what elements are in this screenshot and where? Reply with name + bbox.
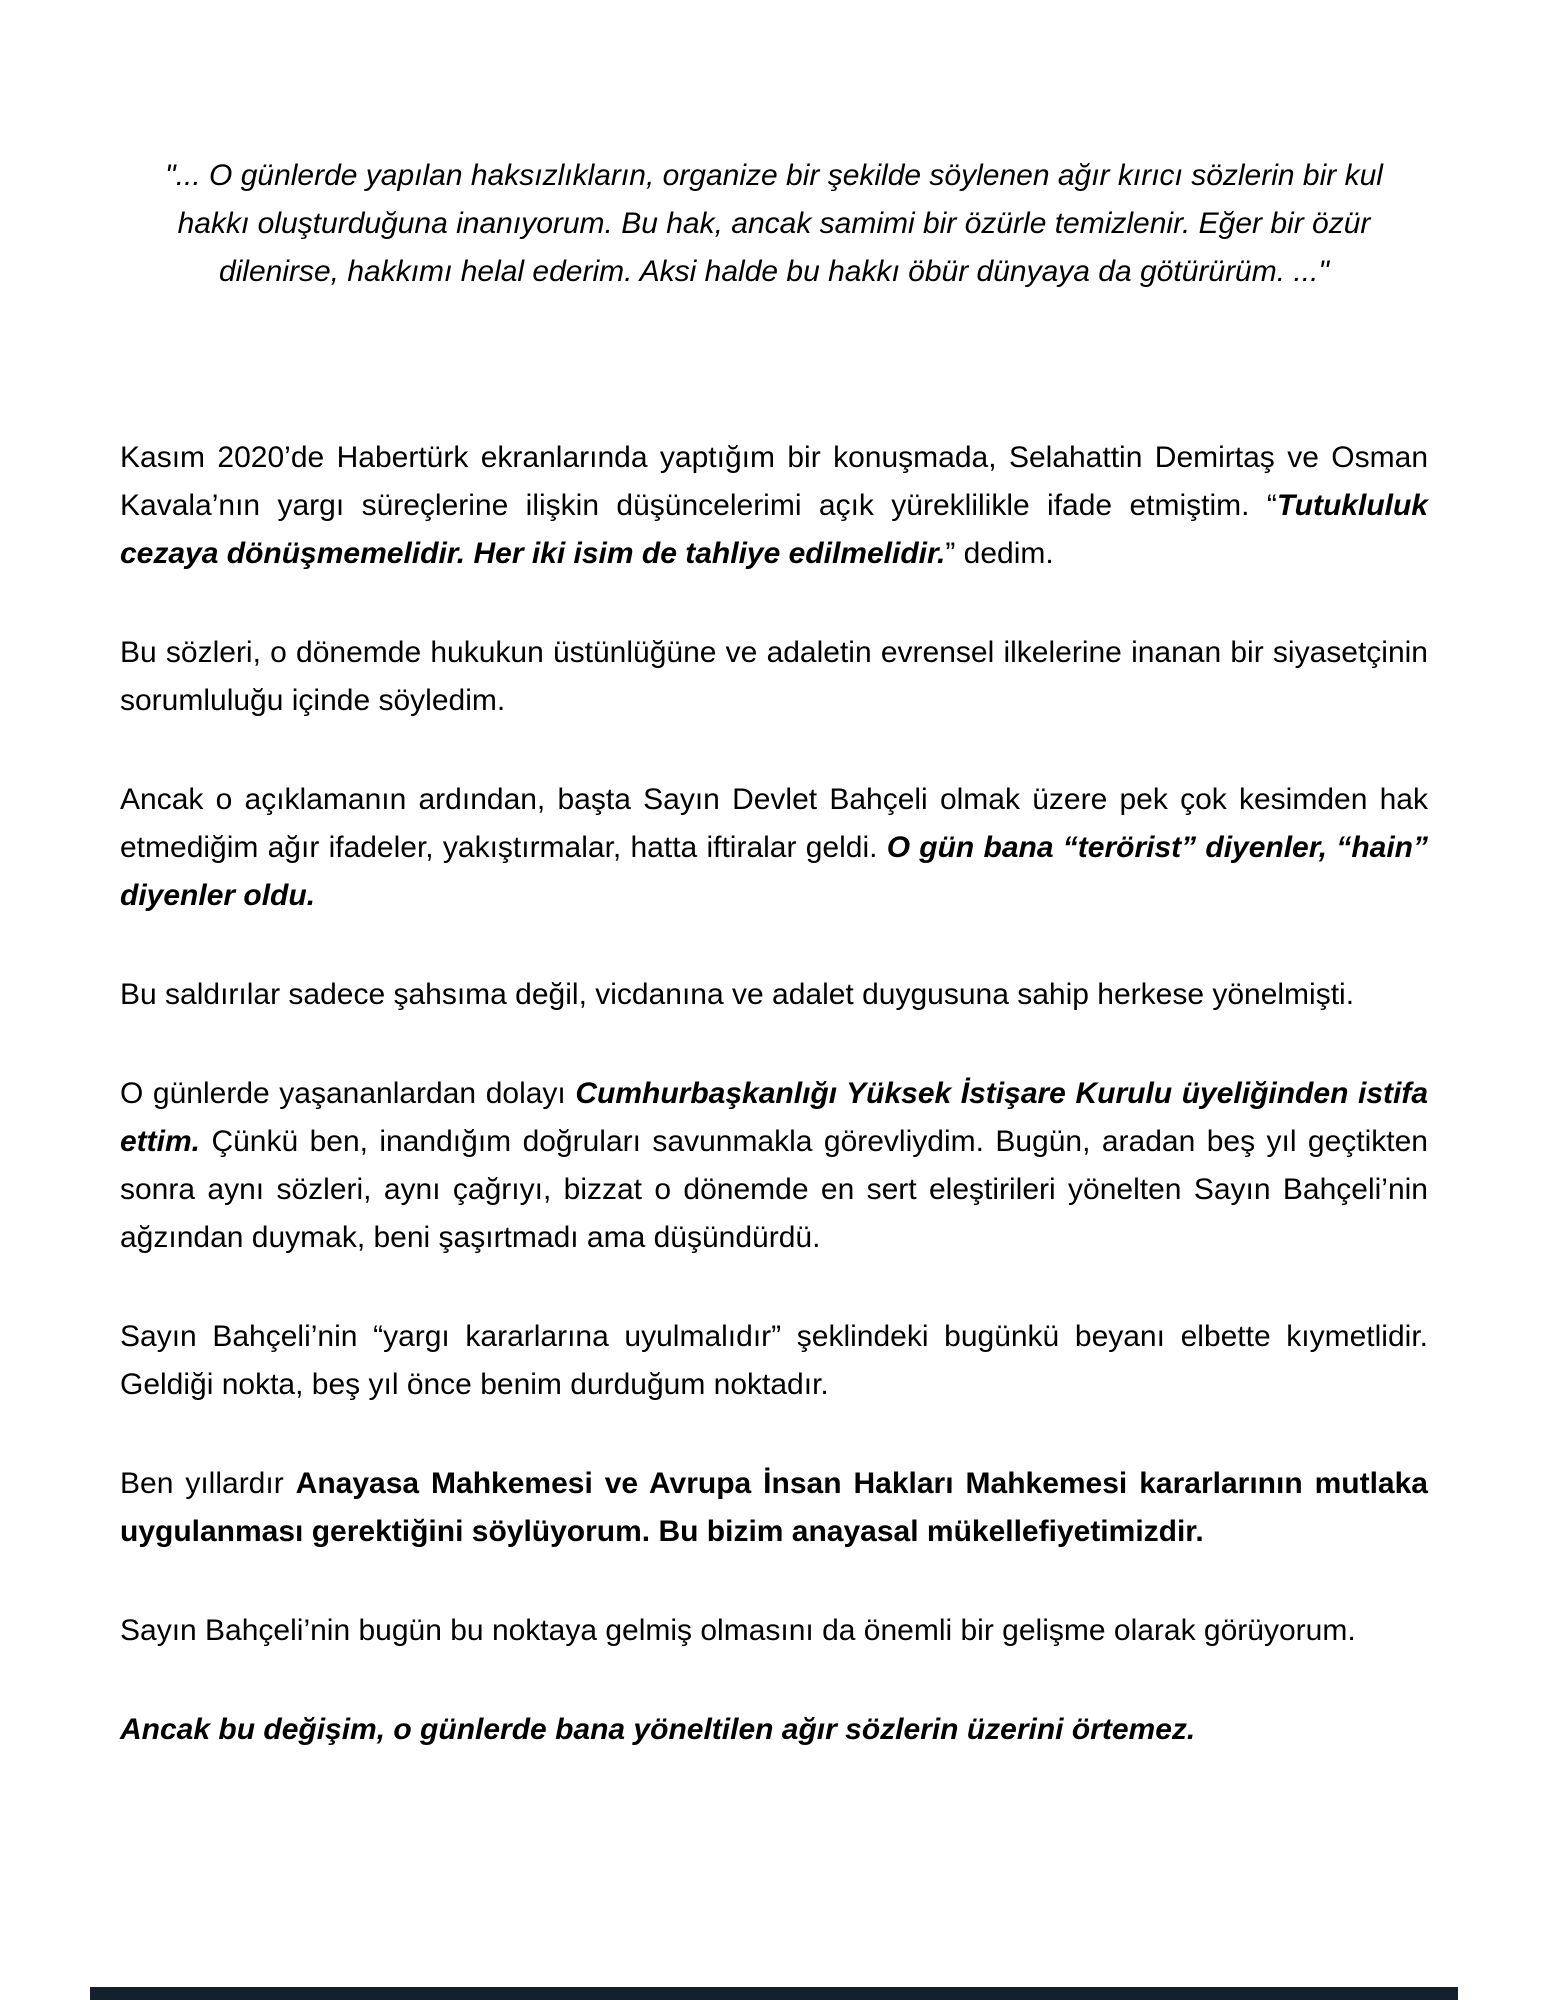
paragraph bbox=[120, 1460, 1428, 1556]
text-run: O günlerde yaşananlardan dolayı bbox=[120, 1077, 576, 1110]
paragraph bbox=[120, 1607, 1428, 1655]
paragraph bbox=[120, 629, 1428, 725]
text-run: Kasım 2020’de Habertürk ekranlarında yaptığım bir konuşmada, Selahattin Demirtaş ve Osman Kavala’nın yargı süreçlerine ilişkin düşüncelerimi açık yüreklilikle ifade etmiştim. “ bbox=[120, 441, 1428, 522]
paragraph bbox=[120, 434, 1428, 578]
text-run: Ben yıllardır bbox=[120, 1467, 296, 1500]
text-run: Tutukluluk cezaya dönüşmemelidir. Her iki isim de tahliye edilmelidir. bbox=[120, 489, 1428, 570]
text-run: Sayın Bahçeli’nin “yargı kararlarına uyulmalıdır” şeklindeki bugünkü beyanı elbette kıymetlidir. Geldiği nokta, beş yıl önce benim durduğum noktadır. bbox=[120, 1320, 1428, 1401]
paragraph bbox=[120, 1706, 1428, 1754]
paragraph bbox=[120, 1070, 1428, 1262]
text-run: Bu saldırılar sadece şahsıma değil, vicdanına ve adalet duygusuna sahip herkese yönelmişti. bbox=[120, 978, 1355, 1011]
text-run: Bu sözleri, o dönemde hukukun üstünlüğüne ve adaletin evrensel ilkelerine inanan bir siyasetçinin sorumluluğu içinde söyledim. bbox=[120, 636, 1428, 717]
text-run: O gün bana “terörist” diyenler, “hain” diyenler oldu. bbox=[120, 831, 1429, 912]
text-run: Anayasa Mahkemesi ve Avrupa İnsan Hakları Mahkemesi kararlarının mutlaka uygulanması gerektiğini söylüyorum. Bu bizim anayasal mükellefiyetimizdir. bbox=[120, 1467, 1428, 1548]
paragraph-list bbox=[120, 434, 1428, 1754]
page-bottom-cutoff-bar bbox=[90, 1987, 1458, 2000]
text-run: Ancak bu değişim, o günlerde bana yöneltilen ağır sözlerin üzerini örtemez. bbox=[120, 1713, 1196, 1746]
paragraph bbox=[120, 776, 1428, 920]
paragraph bbox=[120, 971, 1428, 1019]
opening-quote: "... O günlerde yapılan haksızlıkların, organize bir şekilde söylenen ağır kırıcı sözlerin bir kul hakkı oluşturduğuna inanıyorum. Bu hak, ancak samimi bir özürle temizlenir. Eğer bir özür dilenirse, hakkımı helal ederim. Aksi halde bu hakkı öbür dünyaya da götürürüm. ..." bbox=[165, 159, 1383, 288]
text-run: Çünkü ben, inandığım doğruları savunmakla görevliydim. Bugün, aradan beş yıl geçtikten sonra aynı sözleri, aynı çağrıyı, bizzat o dönemde en sert eleştirileri yönelten Sayın Bahçeli’nin ağzından duymak, beni şaşırtmadı ama düşündürdü. bbox=[120, 1125, 1428, 1254]
text-run: Ancak o açıklamanın ardından, başta Sayın Devlet Bahçeli olmak üzere pek çok kesimden hak etmediğim ağır ifadeler, yakıştırmalar, hatta iftiralar geldi. bbox=[120, 783, 1428, 864]
paragraph bbox=[120, 1313, 1428, 1409]
text-run: ” dedim. bbox=[945, 537, 1054, 570]
text-run: Sayın Bahçeli’nin bugün bu noktaya gelmiş olmasını da önemli bir gelişme olarak görüyorum. bbox=[120, 1614, 1356, 1647]
text-run: Cumhurbaşkanlığı Yüksek İstişare Kurulu üyeliğinden istifa ettim. bbox=[120, 1077, 1429, 1158]
